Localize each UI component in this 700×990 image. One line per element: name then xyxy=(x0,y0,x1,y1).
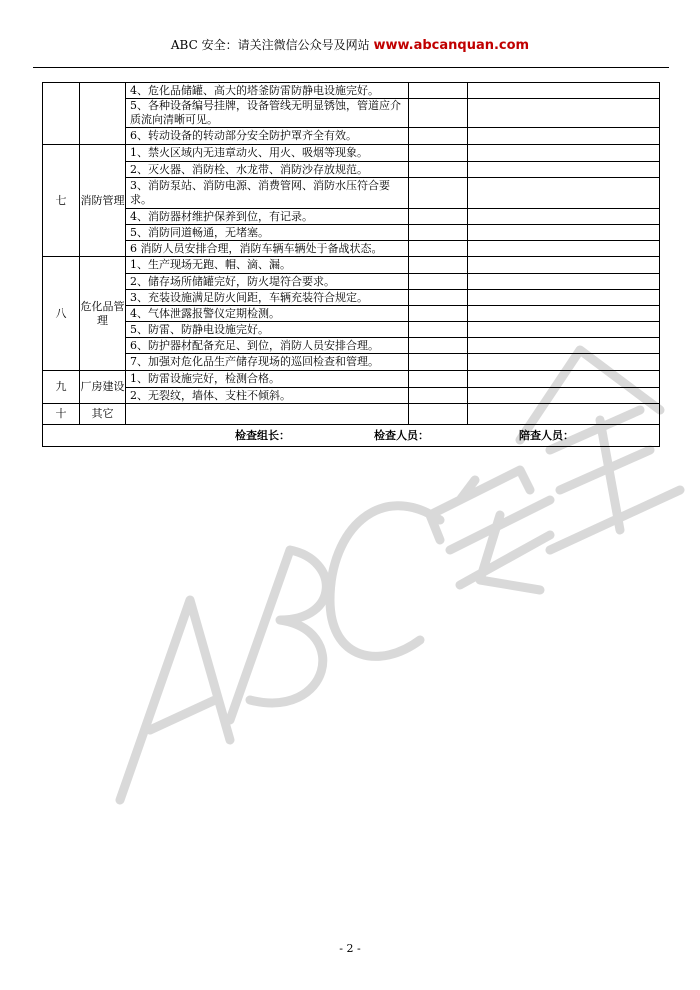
result-cell[interactable] xyxy=(409,162,468,178)
table-row xyxy=(43,371,660,388)
table-row xyxy=(43,338,660,354)
header-site-link[interactable]: www.abcanquan.com xyxy=(373,38,530,53)
result-cell[interactable] xyxy=(409,306,468,322)
table-body xyxy=(43,83,660,447)
section-number: 九 xyxy=(43,371,80,404)
remark-cell[interactable] xyxy=(468,241,660,257)
table-row xyxy=(43,209,660,225)
result-cell[interactable] xyxy=(409,338,468,354)
result-cell[interactable] xyxy=(409,99,468,128)
section-number: 十 xyxy=(43,404,80,425)
table-row xyxy=(43,128,660,145)
table-row xyxy=(43,99,660,128)
check-item: 7、加强对危化品生产储存现场的巡回检查和管理。 xyxy=(126,354,409,371)
remark-cell[interactable] xyxy=(468,225,660,241)
page-number: - 2 - xyxy=(339,942,361,955)
remark-cell[interactable] xyxy=(468,290,660,306)
check-item: 4、气体泄露报警仪定期检测。 xyxy=(126,306,409,322)
check-item: 2、灭火器、消防栓、水龙带、消防沙存放规范。 xyxy=(126,162,409,178)
table-row xyxy=(43,274,660,290)
check-item: 3、消防泵站、消防电源、消费管网、消防水压符合要求。 xyxy=(126,178,409,209)
check-item: 6、防护器材配备充足、到位，消防人员安排合理。 xyxy=(126,338,409,354)
remark-cell[interactable] xyxy=(468,404,660,425)
table-row xyxy=(43,404,660,425)
inspection-table xyxy=(42,82,660,447)
result-cell[interactable] xyxy=(409,241,468,257)
result-cell[interactable] xyxy=(409,257,468,274)
section-category: 厂房建设 xyxy=(80,371,126,404)
check-item: 2、无裂纹，墙体、支柱不倾斜。 xyxy=(126,388,409,404)
result-cell[interactable] xyxy=(409,388,468,404)
remark-cell[interactable] xyxy=(468,209,660,225)
result-cell[interactable] xyxy=(409,322,468,338)
inspector-label: 检查人员： xyxy=(374,428,429,442)
remark-cell[interactable] xyxy=(468,354,660,371)
table-row xyxy=(43,322,660,338)
table-row xyxy=(43,354,660,371)
check-item: 1、生产现场无跑、帽、滴、漏。 xyxy=(126,257,409,274)
remark-cell[interactable] xyxy=(468,178,660,209)
header-text: ABC 安全：请关注微信公众号及网站 xyxy=(170,38,370,52)
page-header xyxy=(0,36,700,53)
result-cell[interactable] xyxy=(409,404,468,425)
table-row xyxy=(43,162,660,178)
signature-row xyxy=(43,425,660,447)
table-row xyxy=(43,388,660,404)
table-row xyxy=(43,145,660,162)
remark-cell[interactable] xyxy=(468,83,660,99)
check-item: 4、危化品储罐、高大的塔釜防雷防静电设施完好。 xyxy=(126,83,409,99)
check-item xyxy=(126,404,409,425)
result-cell[interactable] xyxy=(409,225,468,241)
table-row xyxy=(43,306,660,322)
result-cell[interactable] xyxy=(409,178,468,209)
remark-cell[interactable] xyxy=(468,371,660,388)
escort-label: 陪查人员： xyxy=(519,428,574,442)
result-cell[interactable] xyxy=(409,354,468,371)
section-category: 其它 xyxy=(80,404,126,425)
table-row xyxy=(43,178,660,209)
section-number xyxy=(43,83,80,145)
check-item: 5、防雷、防静电设施完好。 xyxy=(126,322,409,338)
remark-cell[interactable] xyxy=(468,257,660,274)
check-item: 5、消防同道畅通，无堵塞。 xyxy=(126,225,409,241)
remark-cell[interactable] xyxy=(468,388,660,404)
header-rule xyxy=(33,67,669,68)
check-item: 1、防雷设施完好，检测合格。 xyxy=(126,371,409,388)
section-number: 八 xyxy=(43,257,80,371)
section-category: 消防管理 xyxy=(80,145,126,257)
table-row xyxy=(43,83,660,99)
table-row xyxy=(43,225,660,241)
check-item: 1、禁火区域内无违章动火、用火、吸烟等现象。 xyxy=(126,145,409,162)
signature-cell xyxy=(43,425,660,447)
leader-label: 检查组长： xyxy=(235,428,290,442)
result-cell[interactable] xyxy=(409,209,468,225)
result-cell[interactable] xyxy=(409,371,468,388)
result-cell[interactable] xyxy=(409,290,468,306)
result-cell[interactable] xyxy=(409,83,468,99)
check-item: 2、储存场所储罐完好，防火堤符合要求。 xyxy=(126,274,409,290)
remark-cell[interactable] xyxy=(468,99,660,128)
check-item: 5、各种设备编号挂牌，设备管线无明显锈蚀，管道应介质流向清晰可见。 xyxy=(126,99,409,128)
section-category: 危化品管理 xyxy=(80,257,126,371)
remark-cell[interactable] xyxy=(468,306,660,322)
table-row xyxy=(43,241,660,257)
remark-cell[interactable] xyxy=(468,145,660,162)
remark-cell[interactable] xyxy=(468,338,660,354)
table-row xyxy=(43,290,660,306)
result-cell[interactable] xyxy=(409,128,468,145)
remark-cell[interactable] xyxy=(468,322,660,338)
check-item: 3、充装设施满足防火间距，车辆充装符合规定。 xyxy=(126,290,409,306)
remark-cell[interactable] xyxy=(468,128,660,145)
section-category xyxy=(80,83,126,145)
check-item: 4、消防器材维护保养到位，有记录。 xyxy=(126,209,409,225)
check-item: 6 消防人员安排合理，消防车辆车辆处于备战状态。 xyxy=(126,241,409,257)
result-cell[interactable] xyxy=(409,274,468,290)
check-item: 6、转动设备的转动部分安全防护罩齐全有效。 xyxy=(126,128,409,145)
remark-cell[interactable] xyxy=(468,162,660,178)
result-cell[interactable] xyxy=(409,145,468,162)
section-number: 七 xyxy=(43,145,80,257)
table-row xyxy=(43,257,660,274)
remark-cell[interactable] xyxy=(468,274,660,290)
